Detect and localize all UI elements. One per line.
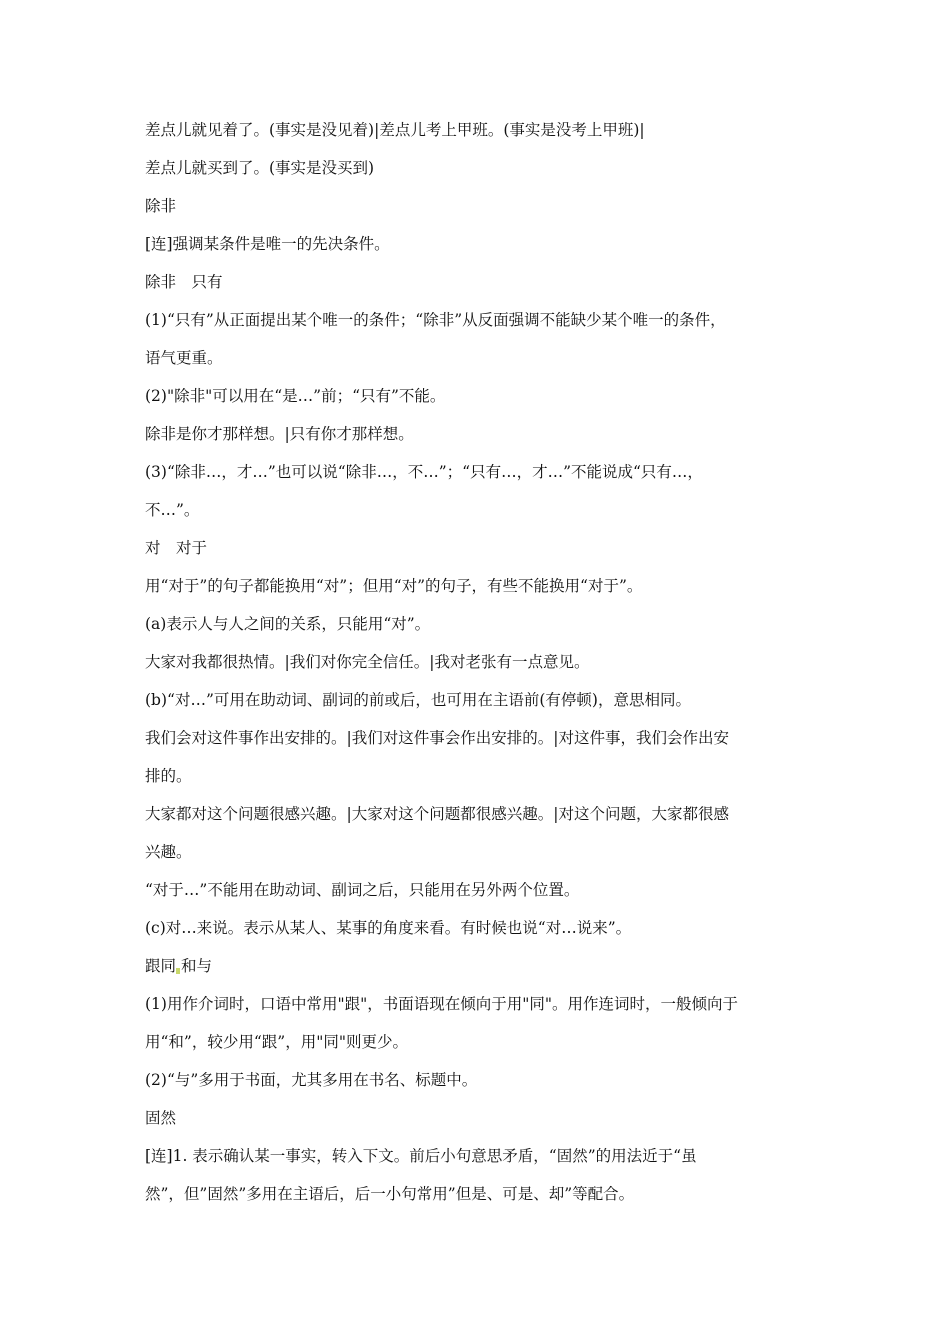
text-line: 语气更重。 (145, 349, 223, 367)
highlight-mark-icon (176, 968, 180, 974)
text-line: (c)对…来说。表示从某人、某事的角度来看。有时候也说“对…说来”。 (145, 919, 632, 937)
heading-part: 跟同 (145, 957, 177, 975)
text-line: 除非是你才那样想。|只有你才那样想。 (145, 425, 414, 443)
text-line: [连]1. 表示确认某一事实，转入下文。前后小句意思矛盾，“固然”的用法近于“虽 (145, 1147, 697, 1165)
text-line: (3)“除非…，才…”也可以说“除非…，不…”；“只有…，才…”不能说成“只有…， (145, 463, 703, 481)
section-heading (145, 956, 212, 976)
text-line: 差点儿就见着了。(事实是没见着)|差点儿考上甲班。(事实是没考上甲班)| (145, 121, 645, 139)
text-line: 大家都对这个问题很感兴趣。|大家对这个问题都很感兴趣。|对这个问题，大家都很感 (145, 805, 729, 823)
text-line: 兴趣。 (145, 843, 192, 861)
text-line: (2)"除非"可以用在“是…”前；“只有”不能。 (145, 387, 446, 405)
text-line: 然”，但”固然”多用在主语后，后一小句常用”但是、可是、却”等配合。 (145, 1185, 635, 1203)
text-line: (2)“与”多用于书面，尤其多用在书名、标题中。 (145, 1071, 478, 1089)
text-line: 我们会对这件事作出安排的。|我们对这件事会作出安排的。|对这件事，我们会作出安 (145, 729, 729, 747)
text-line: 排的。 (145, 767, 192, 785)
heading-part: 和与 (181, 957, 213, 975)
text-line: “对于…”不能用在助动词、副词之后，只能用在另外两个位置。 (145, 881, 580, 899)
text-line: (a)表示人与人之间的关系，只能用“对”。 (145, 615, 431, 633)
text-line: (b)“对…”可用在助动词、副词的前或后，也可用在主语前(有停顿)，意思相同。 (145, 691, 691, 709)
text-line: (1)“只有”从正面提出某个唯一的条件；“除非”从反面强调不能缺少某个唯一的条件， (145, 311, 726, 329)
text-line: [连]强调某条件是唯一的先决条件。 (145, 235, 390, 253)
text-line: 差点儿就买到了。(事实是没买到) (145, 159, 375, 177)
section-heading: 除非 只有 (145, 273, 223, 291)
section-heading: 对 对于 (145, 539, 208, 557)
text-line: 大家对我都很热情。|我们对你完全信任。|我对老张有一点意见。 (145, 653, 590, 671)
section-heading: 固然 (145, 1109, 177, 1127)
section-heading: 除非 (145, 197, 177, 215)
text-line: 用“对于”的句子都能换用“对”；但用“对”的句子，有些不能换用“对于”。 (145, 577, 643, 595)
text-line: (1)用作介词时，口语中常用"跟"，书面语现在倾向于用"同"。用作连词时，一般倾向于 (145, 995, 738, 1013)
text-line: 不…”。 (145, 501, 200, 519)
text-line: 用“和”，较少用“跟”，用"同"则更少。 (145, 1033, 408, 1051)
